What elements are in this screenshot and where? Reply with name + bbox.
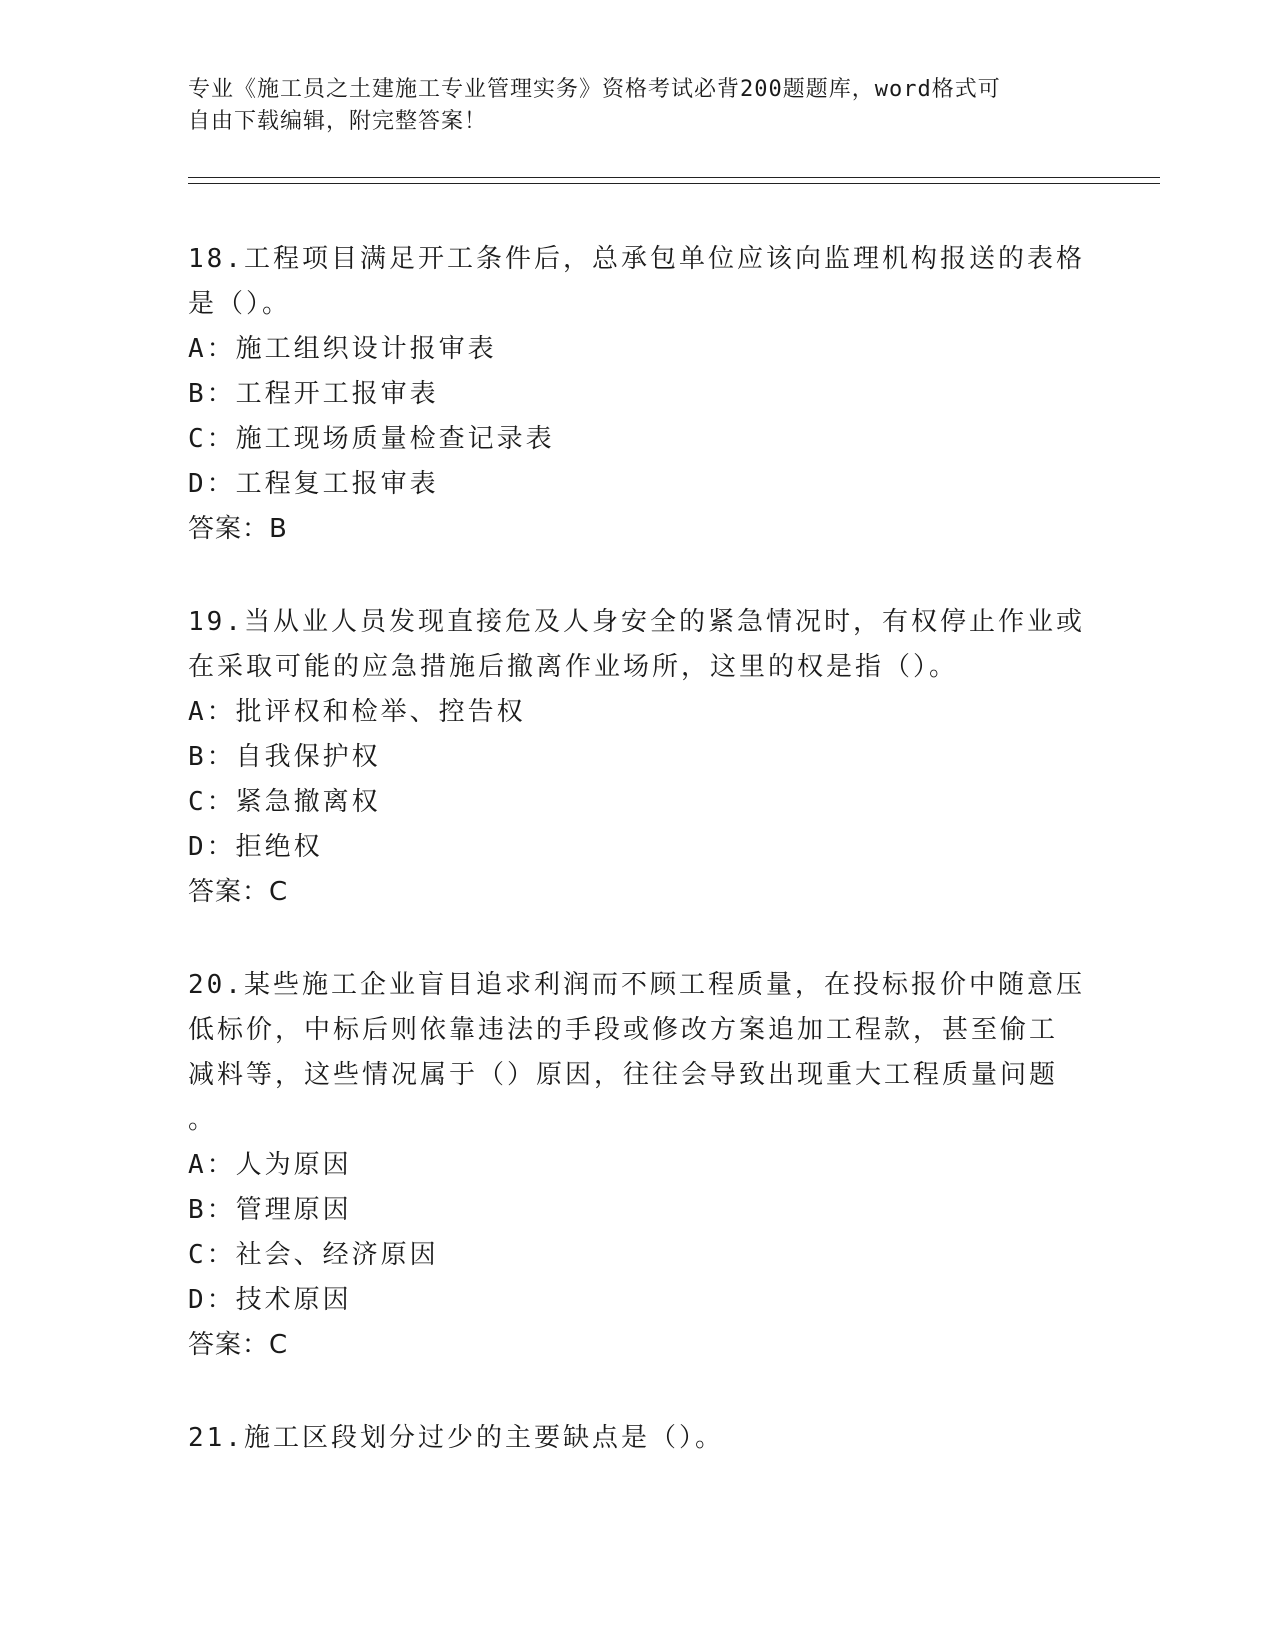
option-b: B：自我保护权: [188, 742, 381, 772]
header-line-1: 专业《施工员之土建施工专业管理实务》资格考试必背200题题库，word格式可: [188, 77, 1001, 102]
option-c: C：紧急撤离权: [188, 787, 381, 817]
question-20: [188, 963, 1088, 1368]
option-d: D：工程复工报审表: [188, 469, 439, 499]
header-divider-bottom: [188, 183, 1160, 184]
document-header: [188, 74, 1088, 138]
option-b: B：管理原因: [188, 1195, 352, 1225]
answer-label: 答案：C: [188, 877, 289, 907]
answer-label: 答案：C: [188, 1330, 289, 1360]
question-21: [188, 1416, 1088, 1461]
question-18: [188, 237, 1088, 552]
question-text-line: 18.工程项目满足开工条件后，总承包单位应该向监理机构报送的表格: [188, 244, 1085, 274]
question-text-line: 是（）。: [188, 289, 292, 319]
option-c: C：施工现场质量检查记录表: [188, 424, 555, 454]
option-b: B：工程开工报审表: [188, 379, 439, 409]
question-text-line: 在采取可能的应急措施后撤离作业场所，这里的权是指（）。: [188, 652, 959, 682]
question-text-line: 低标价，中标后则依靠违法的手段或修改方案追加工程款，甚至偷工: [188, 1015, 1059, 1045]
question-text-line: 减料等，这些情况属于（）原因，往往会导致出现重大工程质量问题: [188, 1060, 1059, 1090]
question-text-line: 19.当从业人员发现直接危及人身安全的紧急情况时，有权停止作业或: [188, 607, 1085, 637]
option-a: A：人为原因: [188, 1150, 352, 1180]
question-text-line: 20.某些施工企业盲目追求利润而不顾工程质量，在投标报价中随意压: [188, 970, 1085, 1000]
question-text-line: 21.施工区段划分过少的主要缺点是（）。: [188, 1423, 724, 1453]
answer-label: 答案：B: [188, 514, 288, 544]
question-19: [188, 600, 1088, 915]
header-divider-top: [188, 177, 1160, 178]
question-list: [188, 237, 1088, 1509]
header-line-2: 自由下载编辑，附完整答案！: [188, 109, 488, 134]
option-a: A：施工组织设计报审表: [188, 334, 497, 364]
option-d: D：拒绝权: [188, 832, 323, 862]
option-c: C：社会、经济原因: [188, 1240, 439, 1270]
option-d: D：技术原因: [188, 1285, 352, 1315]
option-a: A：批评权和检举、控告权: [188, 697, 526, 727]
question-text-line: 。: [188, 1105, 218, 1135]
